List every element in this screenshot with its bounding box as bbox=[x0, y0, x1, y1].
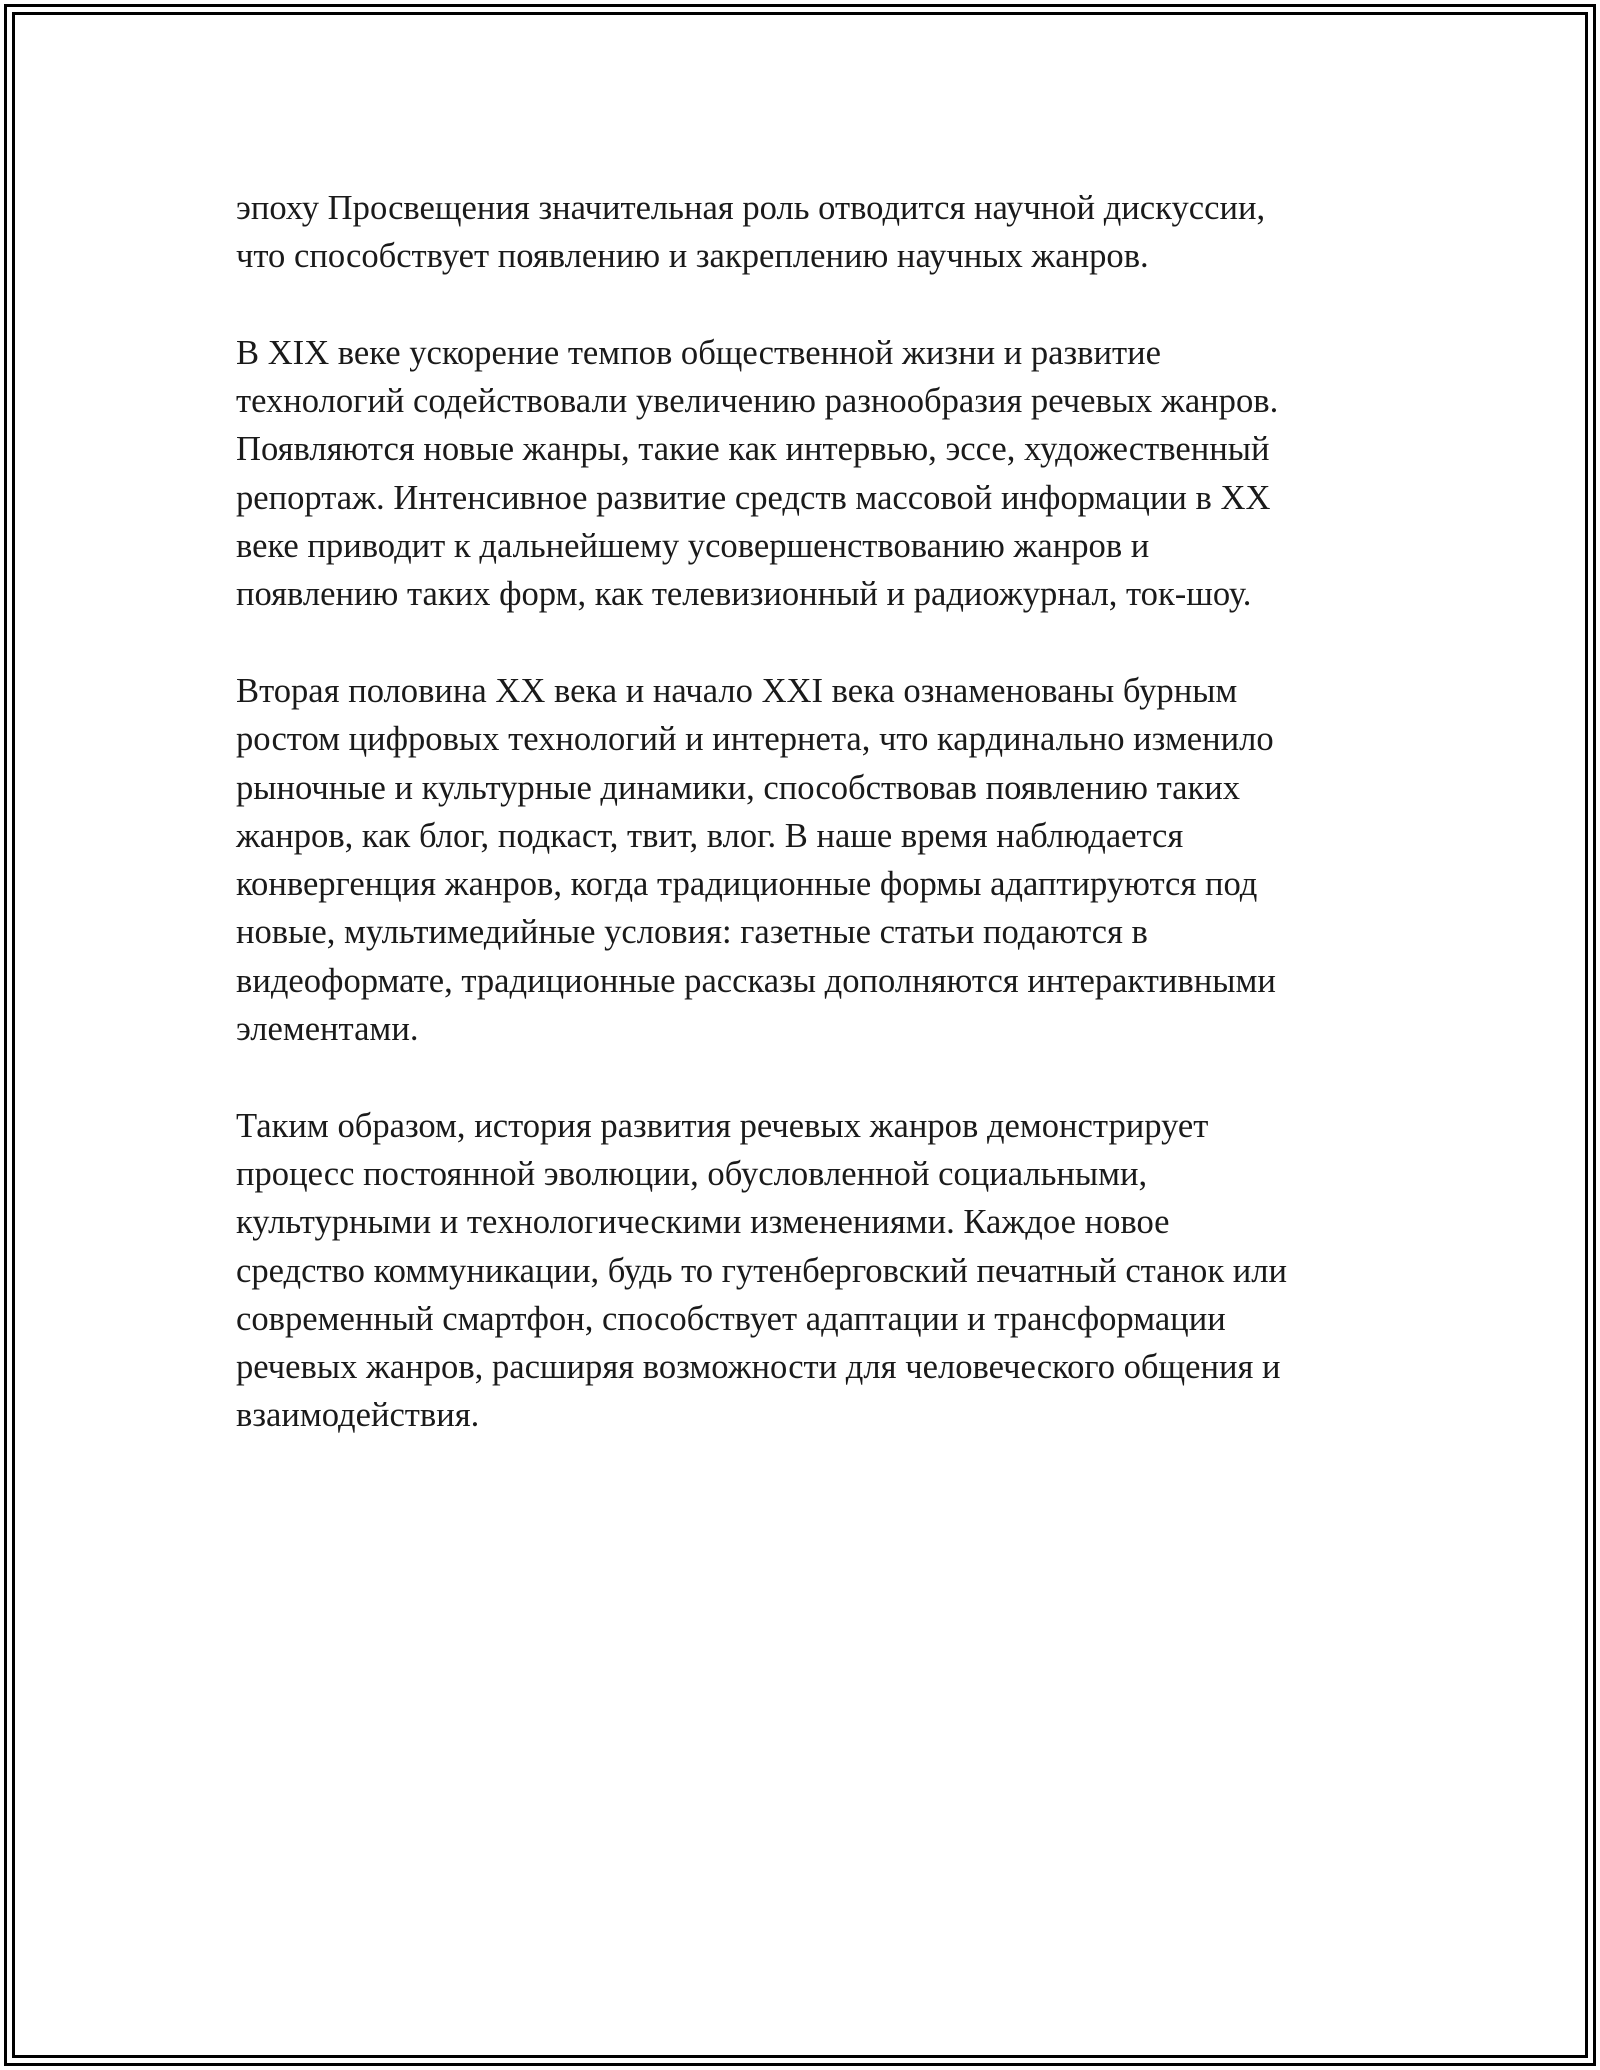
text-line: что способствует появлению и закреплению научных жанров. bbox=[236, 237, 1149, 276]
text-line: видеоформате, традиционные рассказы дополняются интерактивными bbox=[236, 961, 1276, 1000]
text-line: технологий содействовали увеличению разнообразия речевых жанров. bbox=[236, 382, 1279, 421]
text-line: конвергенция жанров, когда традиционные формы адаптируются под bbox=[236, 865, 1258, 904]
paragraph-2 bbox=[236, 329, 1386, 619]
text-line: элементами. bbox=[236, 1010, 419, 1049]
text-line: появлению таких форм, как телевизионный и радиожурнал, ток-шоу. bbox=[236, 575, 1252, 614]
text-line: веке приводит к дальнейшему усовершенствованию жанров и bbox=[236, 527, 1150, 566]
text-line: средство коммуникации, будь то гутенберговский печатный станок или bbox=[236, 1251, 1288, 1290]
text-line: Вторая половина XX века и начало XXI века ознаменованы бурным bbox=[236, 671, 1238, 710]
text-line: культурными и технологическими изменениями. Каждое новое bbox=[236, 1203, 1170, 1242]
text-line: В XIX веке ускорение темпов общественной жизни и развитие bbox=[236, 333, 1161, 372]
document-body bbox=[236, 184, 1386, 1488]
paragraph-1 bbox=[236, 184, 1386, 281]
paragraph-3 bbox=[236, 667, 1386, 1053]
text-line: Таким образом, история развития речевых жанров демонстрирует bbox=[236, 1106, 1209, 1145]
text-line: рыночные и культурные динамики, способствовав появлению таких bbox=[236, 768, 1241, 807]
text-line: новые, мультимедийные условия: газетные статьи подаются в bbox=[236, 913, 1148, 952]
text-line: эпоху Просвещения значительная роль отводится научной дискуссии, bbox=[236, 189, 1266, 227]
paragraph-4 bbox=[236, 1102, 1386, 1440]
text-line: процесс постоянной эволюции, обусловленной социальными, bbox=[236, 1154, 1148, 1193]
text-line: жанров, как блог, подкаст, твит, влог. В наше время наблюдается bbox=[236, 816, 1184, 855]
text-line: современный смартфон, способствует адаптации и трансформации bbox=[236, 1299, 1226, 1338]
text-line: Появляются новые жанры, такие как интервью, эссе, художественный bbox=[236, 430, 1270, 469]
text-line: взаимодействия. bbox=[236, 1396, 480, 1435]
text-line: речевых жанров, расширяя возможности для человеческого общения и bbox=[236, 1348, 1281, 1387]
text-line: ростом цифровых технологий и интернета, что кардинально изменило bbox=[236, 720, 1274, 759]
text-line: репортаж. Интенсивное развитие средств массовой информации в XX bbox=[236, 478, 1271, 517]
